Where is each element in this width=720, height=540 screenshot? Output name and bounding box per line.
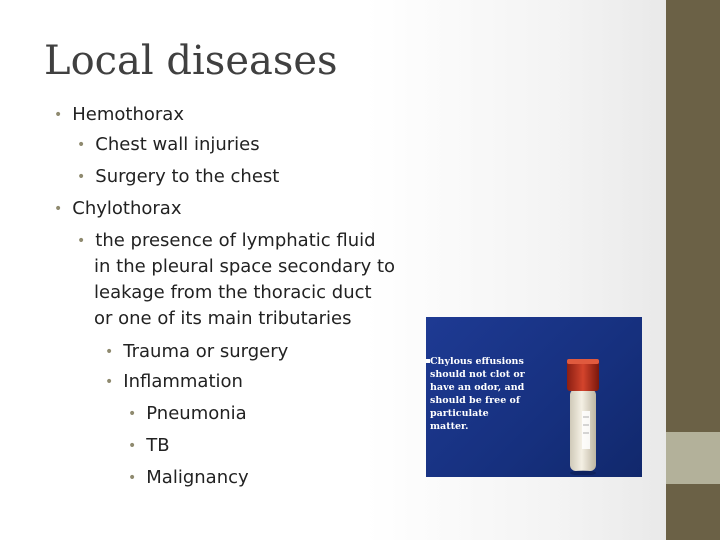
side-accent-bar xyxy=(666,0,720,432)
bullet-dot-icon: • xyxy=(77,233,86,249)
bullet-dot-icon: • xyxy=(128,470,137,486)
bullet-dot-icon: • xyxy=(128,406,137,422)
bullet-text: Chest wall injuries xyxy=(95,134,260,155)
bullet-dot-icon: • xyxy=(128,438,137,454)
bullet-text: Trauma or surgery xyxy=(123,341,289,362)
side-accent-bar-bottom xyxy=(666,484,720,540)
slide-title: Local diseases xyxy=(44,38,338,84)
bullet-item xyxy=(128,433,170,459)
bullet-text-line: or one of its main tributaries xyxy=(94,308,352,329)
specimen-tube-icon xyxy=(562,345,602,475)
bullet-text: Inflammation xyxy=(123,371,243,392)
bullet-dot-icon: • xyxy=(77,169,86,185)
bullet-item xyxy=(105,339,288,365)
bullet-text: Surgery to the chest xyxy=(95,166,280,187)
bullet-text: Pneumonia xyxy=(146,403,247,424)
bullet-text: Malignancy xyxy=(146,467,249,488)
bullet-item xyxy=(77,164,279,190)
bullet-item xyxy=(128,465,249,491)
bullet-text: Hemothorax xyxy=(72,104,184,125)
bullet-item xyxy=(54,196,181,222)
bullet-item xyxy=(77,132,260,158)
bullet-text-line: in the pleural space secondary to xyxy=(94,256,396,277)
bullet-dot-icon: • xyxy=(105,374,114,390)
chylous-effusion-image xyxy=(426,317,642,477)
bullet-item xyxy=(54,102,184,128)
bullet-item xyxy=(105,369,243,395)
bullet-text-line: the presence of lymphatic fluid xyxy=(95,230,376,251)
bullet-text-line: leakage from the thoracic duct xyxy=(94,282,372,303)
bullet-dot-icon: • xyxy=(54,201,63,217)
bullet-dot-icon: • xyxy=(105,344,114,360)
bullet-dot-icon: • xyxy=(77,137,86,153)
bullet-item xyxy=(128,401,247,427)
bullet-text: TB xyxy=(146,435,170,456)
bullet-item xyxy=(77,228,376,254)
bullet-dot-icon: • xyxy=(54,107,63,123)
side-accent-bar-light xyxy=(666,432,720,484)
bullet-text: Chylothorax xyxy=(72,198,182,219)
image-caption: Chylous effusions should not clot or have an odor, and should be free of particulate matter. xyxy=(430,356,525,432)
